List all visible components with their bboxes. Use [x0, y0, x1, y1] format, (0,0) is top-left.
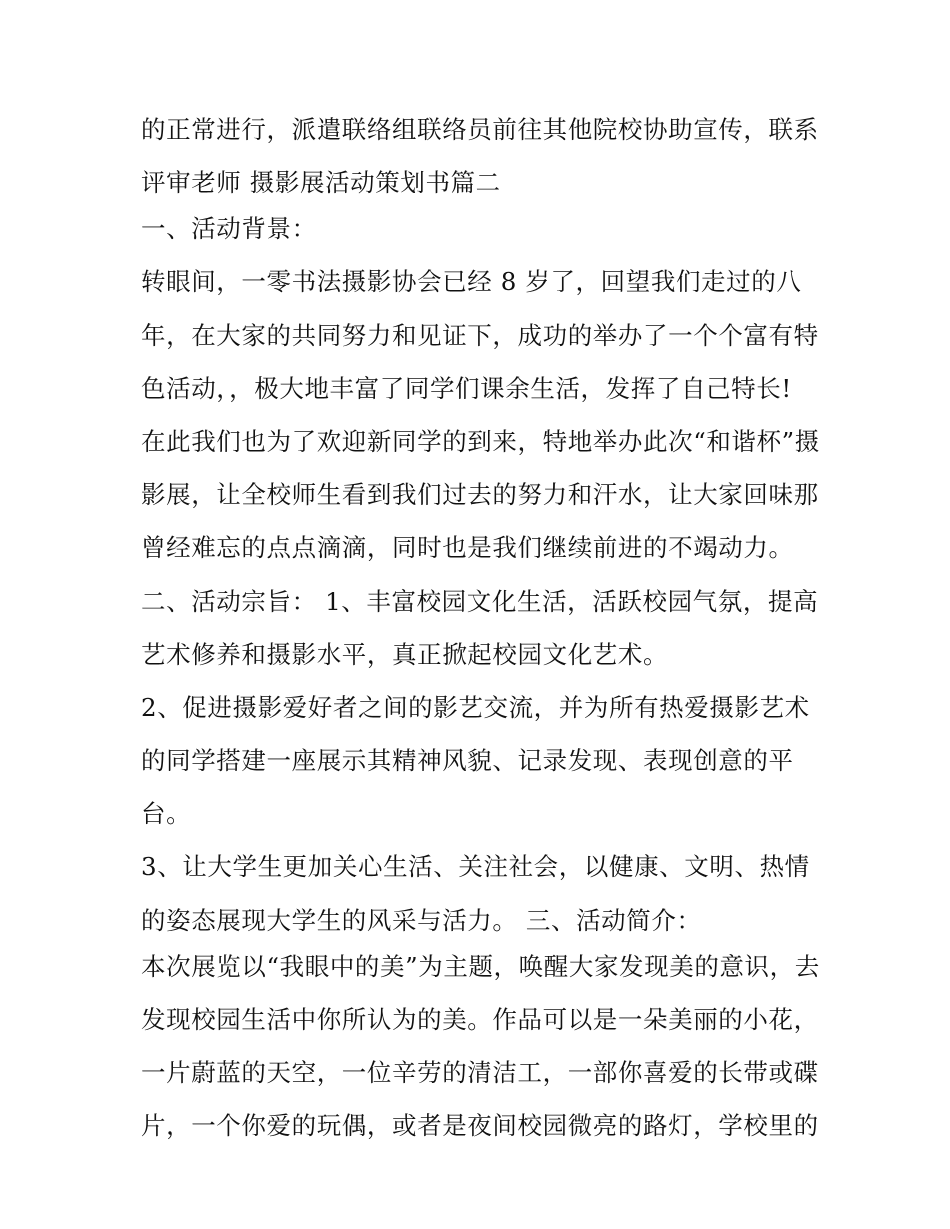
text-line: 年，在大家的共同努力和见证下，成功的举办了一个个富有特 [141, 320, 819, 350]
document-body [141, 111, 821, 1160]
text-line: 影展，让全校师生看到我们过去的努力和汗水，让大家回味那 [141, 480, 819, 510]
text-line: 二、活动宗旨： 1、丰富校园文化生活，活跃校园气氛，提高 [141, 586, 819, 616]
text-line: 2、促进摄影爱好者之间的影艺交流，并为所有热爱摄影艺术 [141, 692, 810, 722]
text-line: 一片蔚蓝的天空，一位辛劳的清洁工，一部你喜爱的长带或碟 [141, 1058, 819, 1087]
text-line: 发现校园生活中你所认为的美。作品可以是一朵美丽的小花， [141, 1004, 819, 1034]
text-line: 在此我们也为了欢迎新同学的到来，特地举办此次“和谐杯”摄 [141, 426, 820, 456]
text-line: 评审老师 摄影展活动策划书篇二 [141, 168, 501, 198]
text-line: 的同学搭建一座展示其精神风貌、记录发现、表现创意的平 [141, 746, 794, 776]
text-line: 的姿态展现大学生的风采与活力。 三、活动简介： [141, 905, 702, 935]
text-line: 转眼间，一零书法摄影协会已经 8 岁了，回望我们走过的八 [141, 267, 802, 297]
text-line: 色活动，，极大地丰富了同学们课余生活，发挥了自己特长! [141, 373, 792, 403]
text-line: 台。 [141, 799, 192, 829]
text-line: 曾经难忘的点点滴滴，同时也是我们继续前进的不竭动力。 [141, 533, 794, 563]
text-line: 的正常进行，派遣联络组联络员前往其他院校协助宣传，联系 [141, 115, 819, 144]
text-line: 片，一个你爱的玩偶，或者是夜间校园微亮的路灯，学校里的 [141, 1111, 819, 1141]
section-heading: 一、活动背景： [141, 214, 317, 244]
text-line: 本次展览以“我眼中的美”为主题，唤醒大家发现美的意识，去 [141, 951, 820, 981]
text-line: 3、让大学生更加关心生活、关注社会，以健康、文明、热情 [141, 852, 810, 882]
text-line: 艺术修养和摄影水平，真正掀起校园文化艺术。 [141, 639, 669, 669]
